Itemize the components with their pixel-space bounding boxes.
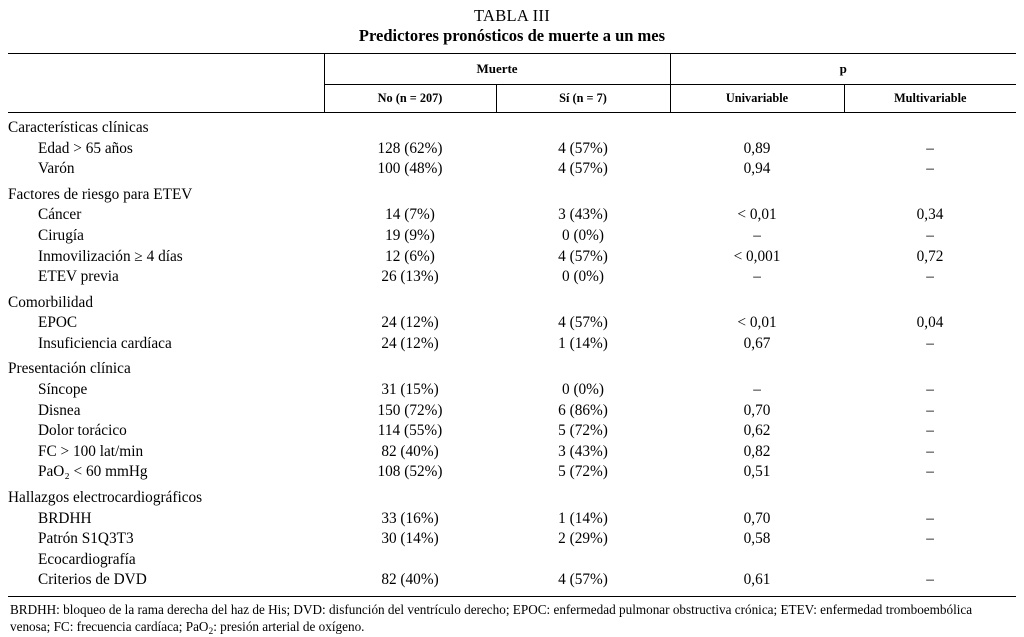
row-univariable: 0,61 — [743, 571, 771, 589]
row-multivariable: – — [926, 401, 934, 419]
row-si: 6 (86%) — [558, 401, 608, 419]
header-col-univariable: Univariable — [670, 84, 844, 112]
header-col-multivariable: Multivariable — [844, 84, 1016, 112]
table-row — [8, 247, 1016, 268]
row-si — [496, 359, 670, 380]
row-label: Patrón S1Q3T3 — [38, 530, 134, 548]
row-univariable — [670, 293, 844, 314]
footnote-part-1: BRDHH: bloqueo de la rama derecha del haz de His; DVD: disfunción del ventrículo derecho; EPOC: enfermedad pulmonar obstructiva crónica; ETEV: enfermedad tromboembólica venosa; FC: frecuencia cardíaca; PaO — [10, 602, 973, 634]
row-multivariable: – — [926, 571, 934, 589]
row-label: BRDHH — [38, 509, 92, 527]
row-label: Factores de riesgo para ETEV — [8, 185, 193, 203]
row-no — [324, 185, 496, 206]
row-univariable: < 0,001 — [733, 247, 781, 265]
row-multivariable: – — [926, 381, 934, 399]
row-si: 4 (57%) — [558, 139, 608, 157]
table-row — [8, 226, 1016, 247]
row-si: 1 (14%) — [558, 509, 608, 527]
row-no: 24 (12%) — [381, 334, 439, 352]
row-univariable: 0,89 — [743, 139, 771, 157]
row-multivariable: – — [926, 463, 934, 481]
header-group-muerte: Muerte — [324, 53, 670, 84]
row-label: ETEV previa — [38, 268, 119, 286]
row-multivariable: – — [926, 226, 934, 244]
row-univariable: – — [753, 226, 761, 244]
header-blank — [8, 53, 324, 84]
table-footnote — [8, 602, 1016, 635]
row-label: Cáncer — [38, 206, 82, 224]
row-label: Comorbilidad — [8, 293, 93, 311]
row-univariable: 0,58 — [743, 530, 771, 548]
row-no: 100 (48%) — [377, 160, 443, 178]
row-no: 26 (13%) — [381, 268, 439, 286]
row-multivariable: – — [926, 139, 934, 157]
row-no: 24 (12%) — [381, 314, 439, 332]
header-blank-2 — [8, 84, 324, 112]
row-multivariable: – — [926, 422, 934, 440]
row-label: Disnea — [38, 401, 81, 419]
row-no: 114 (55%) — [377, 422, 443, 440]
row-univariable: 0,70 — [743, 401, 771, 419]
row-label: Cirugía — [38, 226, 84, 244]
header-group-p: p — [670, 53, 1016, 84]
table-row — [8, 159, 1016, 180]
table-head — [8, 53, 1016, 112]
row-multivariable: 0,04 — [916, 314, 944, 332]
row-label: FC > 100 lat/min — [38, 442, 144, 460]
table-column-header-row — [8, 84, 1016, 112]
table-row — [8, 509, 1016, 530]
row-label: Ecocardiografía — [38, 550, 136, 568]
row-si: 3 (43%) — [558, 206, 608, 224]
table-body — [8, 112, 1016, 596]
row-multivariable — [844, 118, 1016, 139]
row-univariable: 0,70 — [743, 509, 771, 527]
table-caption: Predictores pronósticos de muerte a un mes — [358, 26, 666, 46]
table-group-header-row — [8, 53, 1016, 84]
table-row — [8, 139, 1016, 160]
row-multivariable — [844, 185, 1016, 206]
row-si: 0 (0%) — [561, 268, 605, 286]
row-univariable — [670, 488, 844, 509]
row-si: 4 (57%) — [558, 314, 608, 332]
table-row — [8, 550, 1016, 571]
row-label: Dolor torácico — [38, 422, 127, 440]
row-label: Características clínicas — [8, 118, 149, 136]
row-multivariable — [844, 550, 1016, 571]
row-no: 33 (16%) — [381, 509, 439, 527]
footnote-subscript: 2 — [208, 626, 214, 637]
row-si: 4 (57%) — [558, 571, 608, 589]
row-si: 2 (29%) — [558, 530, 608, 548]
row-label: EPOC — [38, 314, 78, 332]
row-no — [324, 359, 496, 380]
row-label: Edad > 65 años — [38, 139, 133, 157]
row-multivariable: 0,72 — [916, 247, 944, 265]
row-no: 150 (72%) — [377, 401, 443, 419]
row-multivariable: – — [926, 268, 934, 286]
row-no — [324, 550, 496, 571]
row-si — [496, 185, 670, 206]
row-si: 0 (0%) — [561, 381, 605, 399]
row-univariable: – — [753, 381, 761, 399]
row-univariable: 0,67 — [743, 334, 771, 352]
row-si — [496, 293, 670, 314]
row-si — [496, 118, 670, 139]
table-row — [8, 359, 1016, 380]
row-univariable: < 0,01 — [737, 206, 777, 224]
row-si — [496, 488, 670, 509]
row-no: 108 (52%) — [377, 463, 443, 481]
row-si: 1 (14%) — [558, 334, 608, 352]
table-row — [8, 488, 1016, 509]
table-row — [8, 118, 1016, 139]
row-univariable: 0,62 — [743, 422, 771, 440]
table-number: TABLA III — [473, 6, 551, 25]
row-univariable — [670, 118, 844, 139]
row-univariable: 0,82 — [743, 442, 771, 460]
row-si: 3 (43%) — [558, 442, 608, 460]
table-row — [8, 529, 1016, 550]
table-row — [8, 334, 1016, 355]
table-row — [8, 205, 1016, 226]
row-multivariable — [844, 488, 1016, 509]
row-univariable: 0,51 — [743, 463, 771, 481]
row-multivariable — [844, 359, 1016, 380]
row-no: 19 (9%) — [385, 226, 435, 244]
row-no — [324, 488, 496, 509]
table-title-block — [8, 6, 1016, 46]
row-label: Presentación clínica — [8, 360, 131, 378]
row-multivariable: – — [926, 334, 934, 352]
row-no: 14 (7%) — [385, 206, 435, 224]
row-label: Varón — [38, 160, 75, 178]
row-univariable — [670, 185, 844, 206]
row-no: 30 (14%) — [381, 530, 439, 548]
table-row — [8, 401, 1016, 422]
row-si — [496, 550, 670, 571]
row-univariable: 0,94 — [743, 160, 771, 178]
row-univariable: < 0,01 — [737, 314, 777, 332]
table-row — [8, 185, 1016, 206]
row-multivariable — [844, 293, 1016, 314]
row-multivariable: – — [926, 442, 934, 460]
row-multivariable: – — [926, 530, 934, 548]
row-no: 82 (40%) — [381, 571, 439, 589]
row-si: 4 (57%) — [558, 247, 608, 265]
row-no: 31 (15%) — [381, 381, 439, 399]
table-row — [8, 442, 1016, 463]
row-si: 0 (0%) — [561, 226, 605, 244]
table-row — [8, 462, 1016, 483]
table-row — [8, 267, 1016, 288]
footnote-part-2: : presión arterial de oxígeno. — [213, 618, 365, 634]
row-univariable — [670, 359, 844, 380]
row-no: 128 (62%) — [377, 139, 443, 157]
table-row — [8, 313, 1016, 334]
row-univariable: – — [753, 268, 761, 286]
row-multivariable: 0,34 — [916, 206, 944, 224]
table-row — [8, 421, 1016, 442]
table-row — [8, 380, 1016, 401]
row-no: 82 (40%) — [381, 442, 439, 460]
row-si: 4 (57%) — [558, 160, 608, 178]
prognostic-predictors-table — [8, 53, 1016, 597]
header-col-no: No (n = 207) — [324, 84, 496, 112]
row-si: 5 (72%) — [558, 422, 608, 440]
row-label: PaO₂ < 60 mmHg — [38, 463, 148, 481]
row-multivariable: – — [926, 160, 934, 178]
row-label: Inmovilización ≥ 4 días — [38, 247, 183, 265]
row-label: Hallazgos electrocardiográficos — [8, 489, 203, 507]
row-label: Insuficiencia cardíaca — [38, 334, 172, 352]
table-row — [8, 570, 1016, 591]
row-label: Criterios de DVD — [38, 571, 147, 589]
row-no — [324, 293, 496, 314]
row-univariable — [670, 550, 844, 571]
table-bottom-rule — [8, 596, 1016, 597]
row-multivariable: – — [926, 509, 934, 527]
row-si: 5 (72%) — [558, 463, 608, 481]
table-row — [8, 293, 1016, 314]
row-label: Síncope — [38, 381, 88, 399]
row-no — [324, 118, 496, 139]
row-no: 12 (6%) — [385, 247, 435, 265]
header-col-si: Sí (n = 7) — [496, 84, 670, 112]
